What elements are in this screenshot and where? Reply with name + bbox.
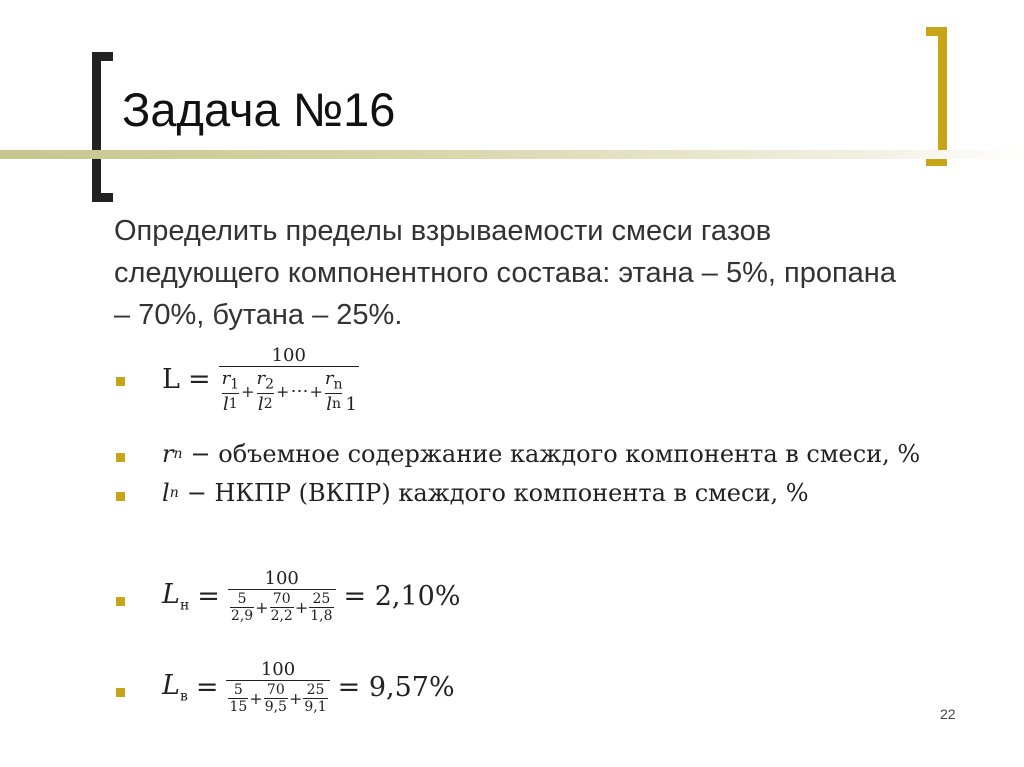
fraction-denominator <box>219 366 359 415</box>
formula-general <box>162 345 359 415</box>
term-2: $r_2$ l 2 <box>256 368 275 415</box>
page-number: 22 <box>940 706 956 722</box>
main-fraction <box>219 345 359 415</box>
lower-result: = 2,10% <box>343 580 461 612</box>
formula-lhs: L <box>162 364 180 396</box>
upper-result: = 9,57% <box>337 671 455 703</box>
left-bracket-decoration <box>92 52 113 202</box>
term-n: $r_n$ l n <box>324 368 343 415</box>
bullet-marker <box>116 597 125 606</box>
lower-fraction: 100 $\frac{5}{2,9}$ + $\frac{70}{2,2}$ + $\frac{25}{1,8}$ <box>228 568 336 624</box>
upper-fraction: 100 $\frac{5}{15}$ + $\frac{70}{9,5}$ + $\frac{25}{9,1}$ <box>226 659 329 715</box>
term-1: $r_1$ l 1 <box>221 368 240 415</box>
plus-sign: + <box>276 381 290 401</box>
formula-lower-limit: $L_н$ = 100 $\frac{5}{2,9}$ + $\frac{70}{2,2}$ + $\frac{25}{1,8}$ = 2,10% <box>162 568 461 624</box>
definition-rn: r n − объемное содержание каждого компонента в смеси, % <box>162 440 921 468</box>
formula-upper-limit: $L_в$ = 100 $\frac{5}{15}$ + $\frac{70}{9,5}$ + $\frac{25}{9,1}$ = 9,57% <box>162 659 455 715</box>
equals-sign: = <box>187 364 211 396</box>
bullet-marker <box>116 377 125 386</box>
right-bracket-decoration <box>926 27 947 166</box>
bullet-marker <box>116 453 125 462</box>
problem-statement: Определить пределы взрываемости смеси газов следующего компонентного состава: этана – 5%, пропана – 70%, бутана – 25%. <box>114 215 896 331</box>
ellipsis: ⋯ <box>290 380 309 402</box>
bullet-marker <box>116 688 125 697</box>
title-underline-band <box>0 150 1024 159</box>
slide-title: Задача №16 <box>122 83 396 136</box>
trailing-subscript: 1 <box>345 393 357 415</box>
plus-sign: + <box>241 381 255 401</box>
definition-ln: l n − НКПР (ВКПР) каждого компонента в смеси, % <box>162 479 809 507</box>
plus-sign: + <box>309 381 323 401</box>
fraction-numerator: 100 <box>271 345 306 366</box>
bullet-marker <box>116 492 125 501</box>
